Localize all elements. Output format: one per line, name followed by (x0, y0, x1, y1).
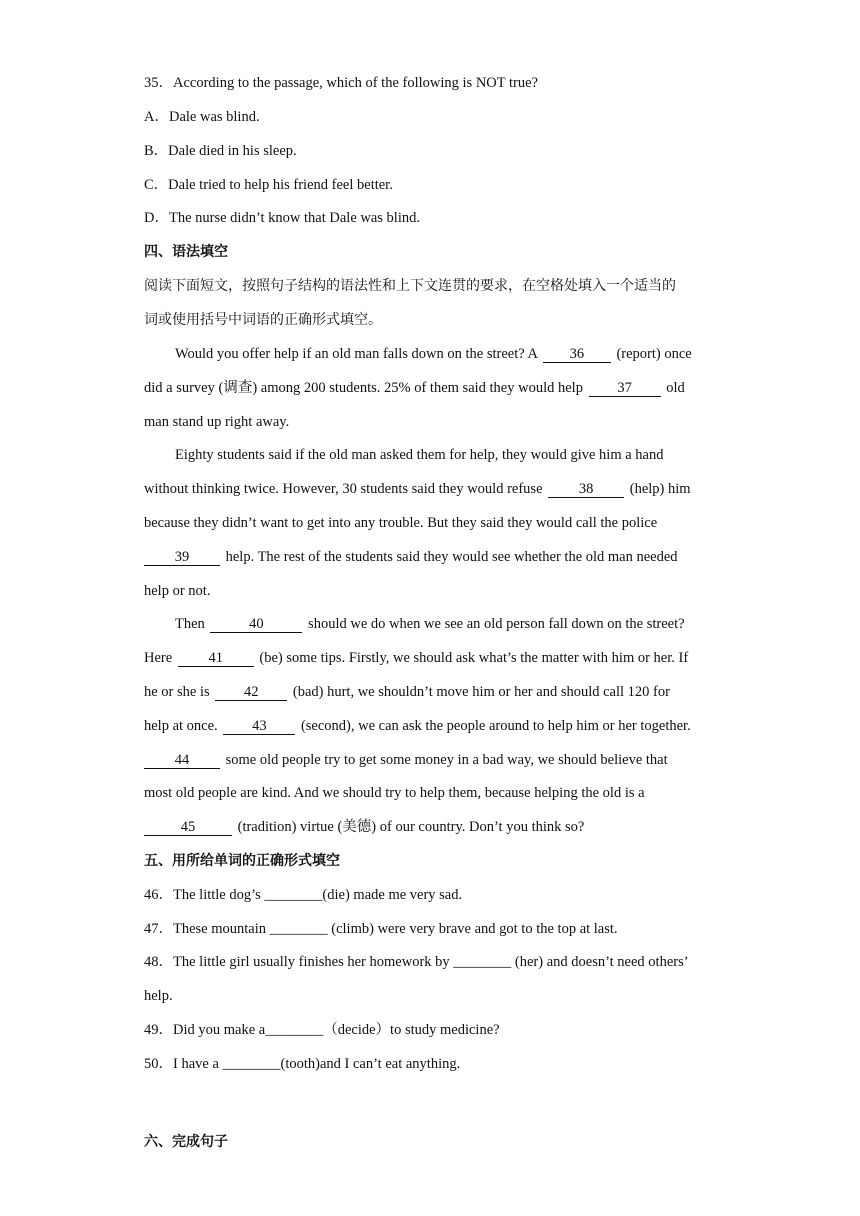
passage-line (144, 716, 724, 736)
section-5-heading: 五、用所给单词的正确形式填空 (144, 853, 340, 869)
blank-36: 36 (543, 346, 611, 363)
blank-37: 37 (589, 380, 661, 397)
passage-text: (be) some tips. Firstly, we should ask what’s the matter with him or her. If (255, 650, 689, 666)
passage-line (144, 378, 724, 398)
section-4-instruction-line-2: 词或使用括号中词语的正确形式填空。 (144, 312, 382, 328)
passage-line: because they didn’t want to get into any trouble. But they said they would call the police (144, 515, 658, 531)
option-c: C．Dale tried to help his friend feel better. (144, 177, 393, 193)
passage-text: Then (175, 616, 209, 632)
passage-text: old (662, 380, 685, 396)
question-46: 46．The little dog’s ________(die) made me very sad. (144, 887, 463, 903)
passage-text: (help) him (626, 481, 691, 497)
blank-39: 39 (144, 549, 220, 566)
question-49: 49．Did you make a________（decide）to study medicine? (144, 1022, 500, 1038)
passage-line: man stand up right away. (144, 414, 290, 430)
blank-43: 43 (223, 718, 295, 735)
passage-text: some old people try to get some money in a bad way, we should believe that (222, 752, 668, 768)
section-6-heading: 六、完成句子 (144, 1134, 228, 1150)
passage-text: without thinking twice. However, 30 students said they would refuse (144, 481, 547, 497)
passage-text: should we do when we see an old person fall down on the street? (304, 616, 685, 632)
passage-text: Would you offer help if an old man falls down on the street? A (175, 346, 541, 362)
passage-line: help or not. (144, 583, 211, 599)
option-b: B．Dale died in his sleep. (144, 143, 297, 159)
blank-41: 41 (178, 650, 254, 667)
passage-line (144, 817, 724, 837)
question-50: 50．I have a ________(tooth)and I can’t eat anything. (144, 1056, 461, 1072)
section-4-instruction-line-1: 阅读下面短文，按照句子结构的语法性和上下文连贯的要求，在空格处填入一个适当的 (144, 278, 676, 294)
blank-38: 38 (548, 481, 624, 498)
blank-42: 42 (215, 684, 287, 701)
passage-line (175, 614, 755, 634)
passage-line: most old people are kind. And we should try to help them, because helping the old is a (144, 785, 645, 801)
passage-text: (report) once (612, 346, 692, 362)
question-48-continued: help. (144, 988, 173, 1004)
passage-text: did a survey (调查) among 200 students. 25% of them said they would help (144, 380, 587, 396)
passage-line (144, 479, 724, 499)
passage-text: he or she is (144, 684, 214, 700)
passage-text: help at once. (144, 718, 222, 734)
passage-text: Here (144, 650, 176, 666)
blank-44: 44 (144, 752, 220, 769)
blank-45: 45 (144, 819, 232, 836)
option-d: D．The nurse didn’t know that Dale was blind. (144, 210, 420, 226)
passage-text: (second), we can ask the people around to help him or her together. (297, 718, 691, 734)
passage-line: Eighty students said if the old man asked them for help, they would give him a hand (175, 447, 664, 463)
passage-text: (bad) hurt, we shouldn’t move him or her and should call 120 for (289, 684, 670, 700)
question-47: 47．These mountain ________ (climb) were very brave and got to the top at last. (144, 921, 618, 937)
passage-line (144, 648, 724, 668)
passage-line (144, 547, 724, 567)
passage-text: (tradition) virtue (美德) of our country. Don’t you think so? (234, 819, 585, 835)
question-48: 48．The little girl usually finishes her homework by ________ (her) and doesn’t need others’ (144, 954, 689, 970)
passage-line (144, 750, 724, 770)
question-35: 35．According to the passage, which of the following is NOT true? (144, 75, 538, 91)
passage-text: help. The rest of the students said they would see whether the old man needed (222, 549, 678, 565)
passage-line (144, 682, 724, 702)
section-4-heading: 四、语法填空 (144, 244, 228, 260)
passage-line (175, 344, 755, 364)
blank-40: 40 (210, 616, 302, 633)
option-a: A．Dale was blind. (144, 109, 260, 125)
